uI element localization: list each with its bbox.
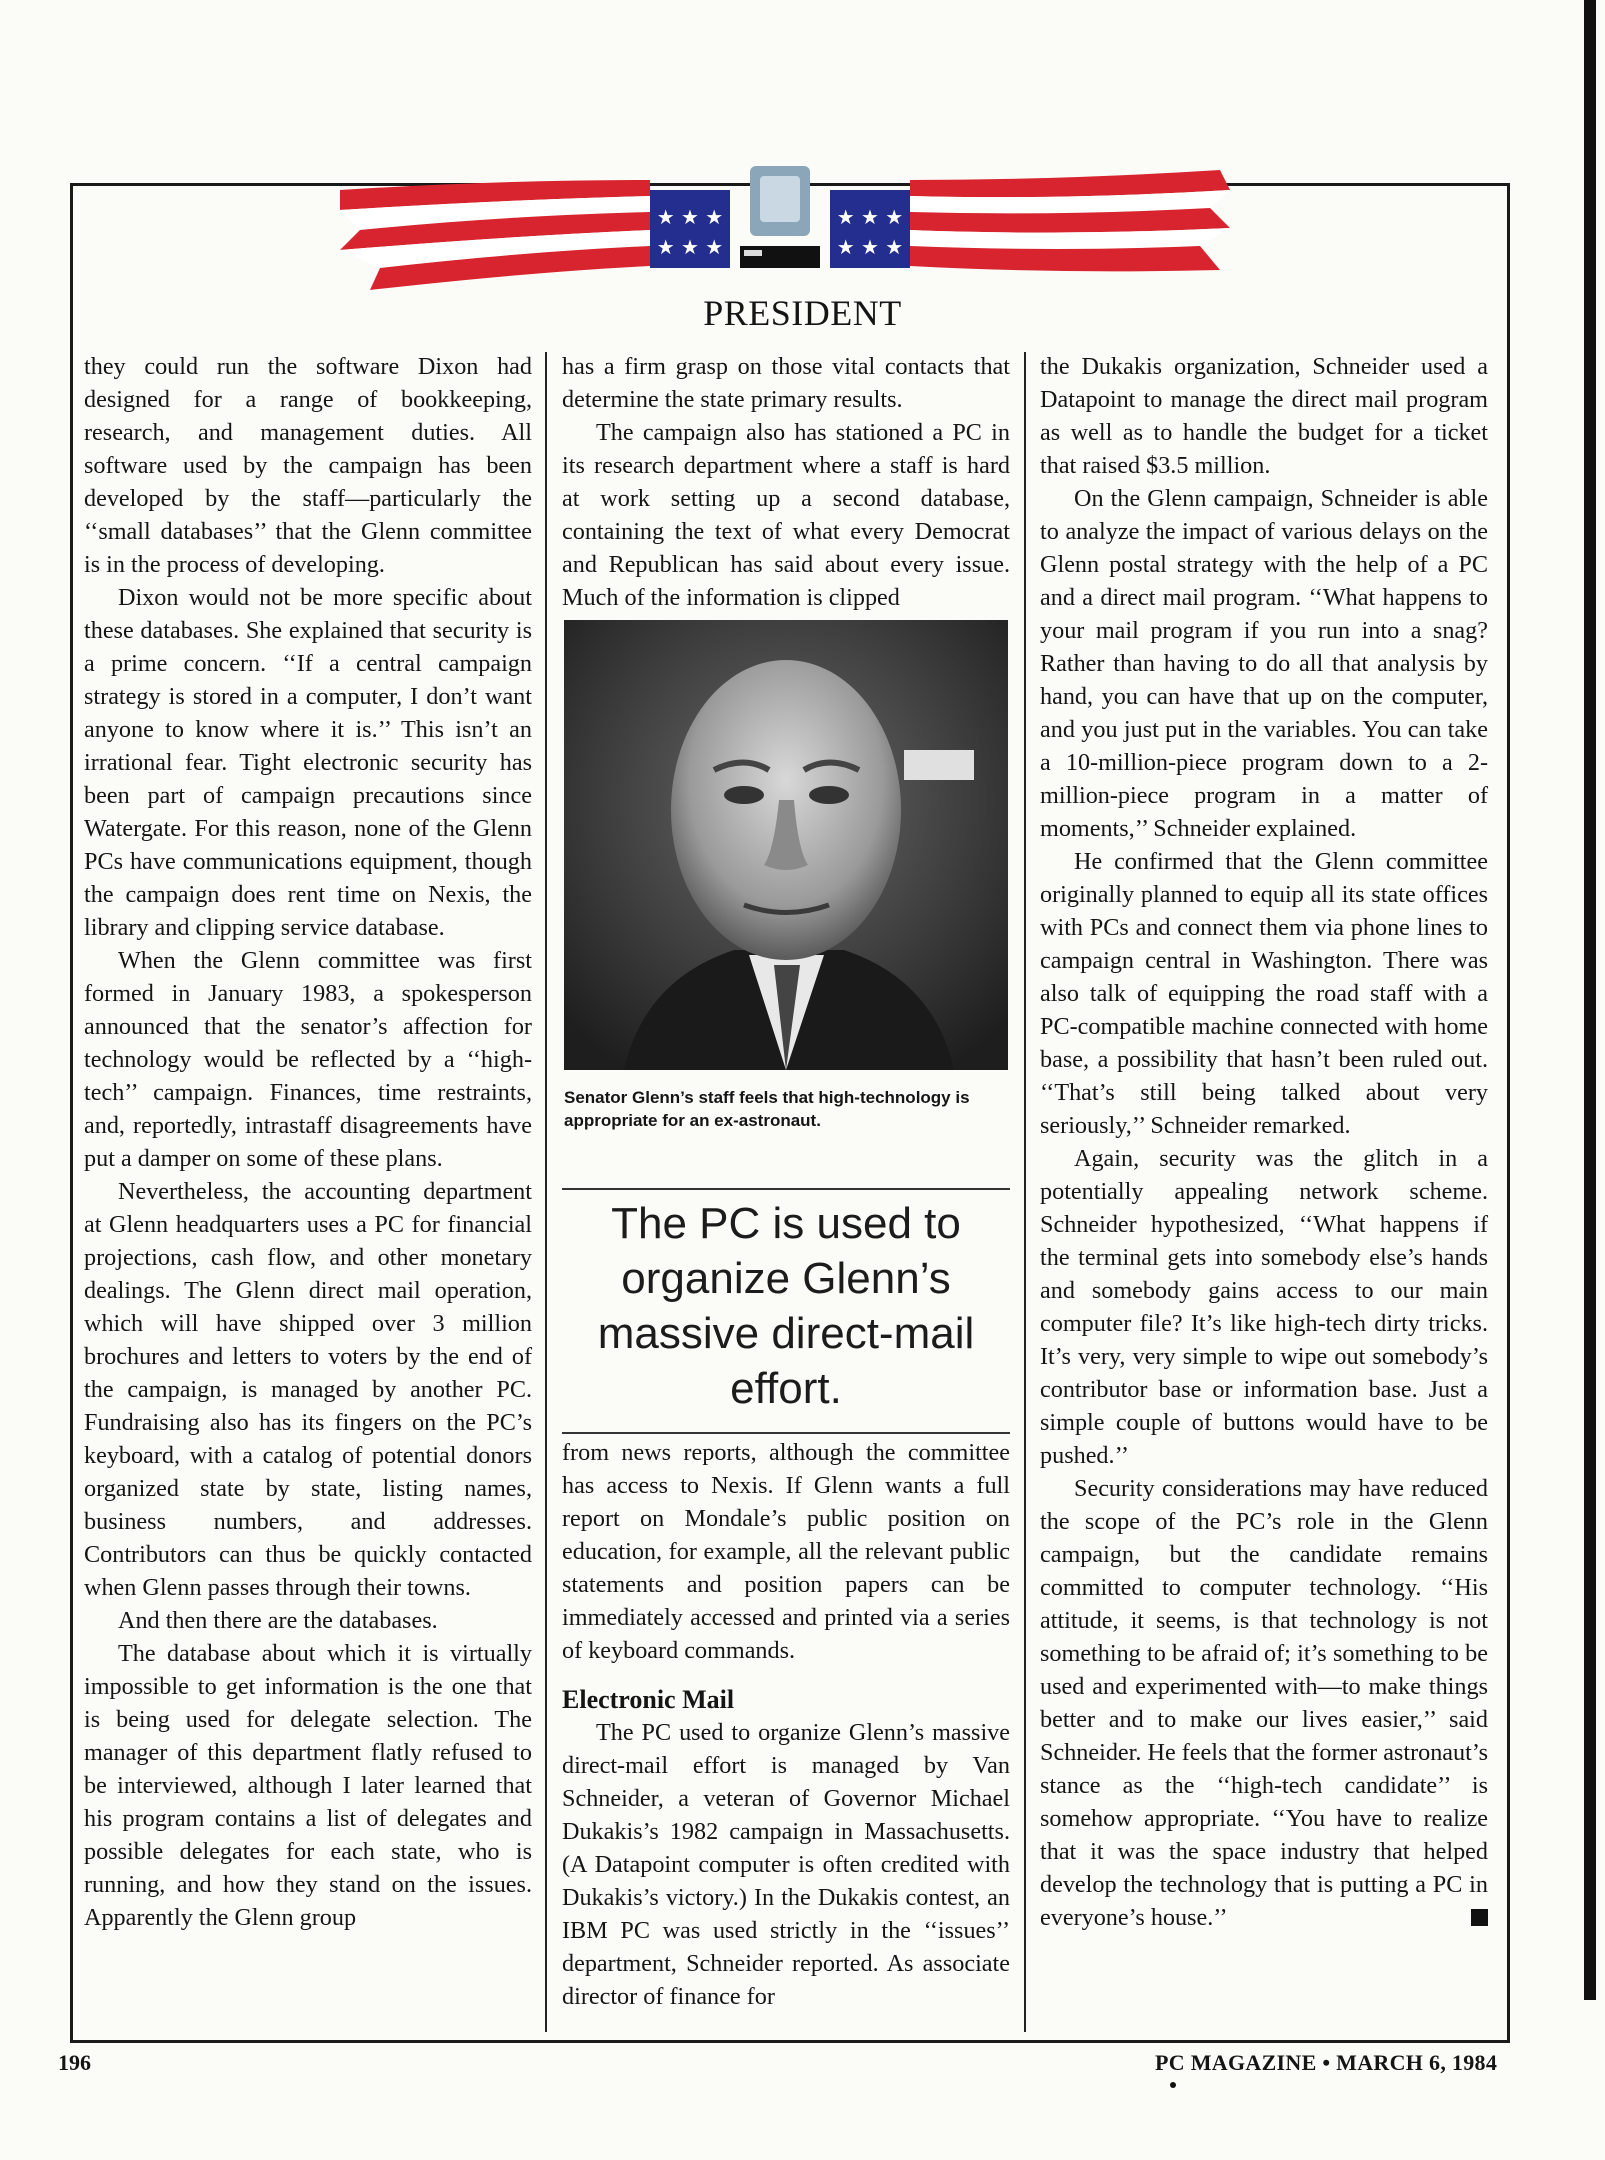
column-rule-1	[545, 352, 547, 2032]
paragraph: He confirmed that the Glenn committee originally planned to equip all its state offices with PCs and connect them via phone lines to campaign central in Washington. There was also talk of equipping the road staff with a PC-compatible machine connected with home base, a possibility that hasn’t been ruled out. ‘‘That’s still being talked about very seriously,’’ Schneider remarked.	[1040, 848, 1488, 1139]
magazine-footer: PC MAGAZINE • MARCH 6, 1984	[1155, 2050, 1498, 2075]
paragraph: they could run the software Dixon had designed for a range of bookkeeping, research, and management duties. All software used by the campaign has been developed by the staff—particularly the ‘‘small databases’’ that the Glenn committee is in the process of developing.	[84, 353, 532, 578]
svg-text:★ ★ ★: ★ ★ ★	[656, 235, 724, 259]
photo-caption: Senator Glenn’s staff feels that high-technology is appropriate for an ex-astronaut.	[564, 1088, 970, 1130]
paragraph: The PC used to organize Glenn’s massive direct-mail effort is managed by Van Schneider, a veteran of Governor Michael Dukakis’s 1982 campaign in Massachusetts. (A Datapoint computer is often credited with Dukakis’s victory.) In the Dukakis contest, an IBM PC was used strictly in the ‘‘issues’’ department, Schneider reported. As associate director of finance for	[562, 1719, 1010, 2010]
article-column-1	[84, 350, 532, 1934]
svg-text:★ ★ ★: ★ ★ ★	[836, 235, 904, 259]
section-title: PRESIDENT	[703, 293, 902, 333]
paragraph: Nevertheless, the accounting department at Glenn headquarters uses a PC for financial projections, cash flow, and other monetary dealings. The Glenn direct mail operation, which will have shipped over 3 million brochures and letters to voters by the end of the campaign, is managed by another PC. Fundraising also has its fingers on the PC’s keyboard, with a catalog of potential donors organized state by state, listing names, business numbers, and addresses. Contributors can thus be quickly contacted when Glenn passes through their towns.	[84, 1178, 532, 1601]
right-stars: ★ ★ ★	[836, 205, 904, 229]
pull-quote: The PC is used to organize Glenn’s massive direct-mail effort.	[597, 1199, 975, 1413]
paragraph: The campaign also has stationed a PC in its research department where a staff is hard at work setting up a second database, containing the text of what every Democrat and Republican has said about every issue. Much of the information is clipped	[562, 419, 1010, 611]
paragraph: Again, security was the glitch in a potentially appealing network scheme. Schneider hypothesized, ‘‘What happens if the terminal gets into somebody else’s hands and somebody gains access to our main computer file? It’s like high-tech dirty tricks. It’s very, very simple to wipe out somebody’s contributor base or information base. Just a simple couple of buttons would have to be pushed.’’	[1040, 1145, 1488, 1469]
paragraph: Dixon would not be more specific about these databases. She explained that security is a prime concern. ‘‘If a central campaign strategy is stored in a computer, I don’t want anyone to know where it is.’’ This isn’t an irrational fear. Tight electronic security has been part of campaign precautions since Watergate. For this reason, none of the Glenn PCs have communications equipment, though the campaign does rent time on Nexis, the library and clipping service database.	[84, 584, 532, 941]
pull-quote-rule-top	[562, 1188, 1010, 1190]
end-of-article-mark	[1471, 1909, 1488, 1926]
paragraph: And then there are the databases.	[118, 1607, 438, 1634]
page-number: 196	[58, 2050, 91, 2075]
subhead-electronic-mail: Electronic Mail	[562, 1685, 735, 1714]
left-stars: ★ ★ ★	[656, 205, 724, 229]
article-column-2	[562, 350, 1010, 614]
pull-quote-rule-bottom	[562, 1432, 1010, 1434]
senator-glenn-photo	[564, 620, 1008, 1070]
paragraph-last	[1040, 1472, 1488, 1934]
paragraph: the Dukakis organization, Schneider used a Datapoint to manage the direct mail program as well as to handle the budget for a ticket that raised $3.5 million.	[1040, 353, 1488, 479]
footer-dot	[1170, 2082, 1176, 2088]
flag-computer-emblem	[320, 150, 1260, 300]
paragraph: When the Glenn committee was first formed in January 1983, a spokesperson announced that the senator’s affection for technology would be reflected by a ‘‘high-tech’’ campaign. Finances, time restraints, and, reportedly, intrastaff disagreements have put a damper on some of these plans.	[84, 947, 532, 1172]
article-column-2-bottom	[562, 1436, 1010, 2013]
right-streamer	[910, 170, 1230, 271]
paragraph: has a firm grasp on those vital contacts that determine the state primary results.	[562, 353, 1010, 413]
column-rule-2	[1024, 352, 1026, 2032]
paragraph: from news reports, although the committee has access to Nexis. If Glenn wants a full report on Mondale’s public position on education, for example, all the relevant public statements and position papers can be immediately accessed and printed via a series of keyboard commands.	[562, 1439, 1010, 1664]
monitor-icon	[740, 166, 820, 268]
paragraph-text: Security considerations may have reduced the scope of the PC’s role in the Glenn campaign, but the candidate remains committed to computer technology. ‘‘His attitude, it seems, is that technology is not something to be afraid of; it’s something to be used and experimented with—to make things better and to make our lives easier,’’ said Schneider. He feels that the former astronaut’s stance as the ‘‘high-tech candidate’’ is somehow appropriate. ‘‘You have to realize that it was the space industry that helped develop the technology that is putting a PC in everyone’s house.’’	[1040, 1475, 1488, 1931]
paragraph: The database about which it is virtually impossible to get information is the one that is being used for delegate selection. The manager of this department flatly refused to be interviewed, although I later learned that his program contains a list of delegates and possible delegates for each state, who is running, and how they stand on the issues. Apparently the Glenn group	[84, 1640, 532, 1931]
left-streamer	[340, 180, 650, 290]
paragraph: On the Glenn campaign, Schneider is able to analyze the impact of various delays on the Glenn postal strategy with the help of a PC and a direct mail program. ‘‘What happens to your mail program if you run into a snag? Rather than having to do all that analysis by hand, you can have that up on the computer, and you just put in the variables. You can take a 10-million-piece program down to a 2-million-piece program in a matter of moments,’’ Schneider explained.	[1040, 485, 1488, 842]
article-column-3	[1040, 350, 1488, 1934]
